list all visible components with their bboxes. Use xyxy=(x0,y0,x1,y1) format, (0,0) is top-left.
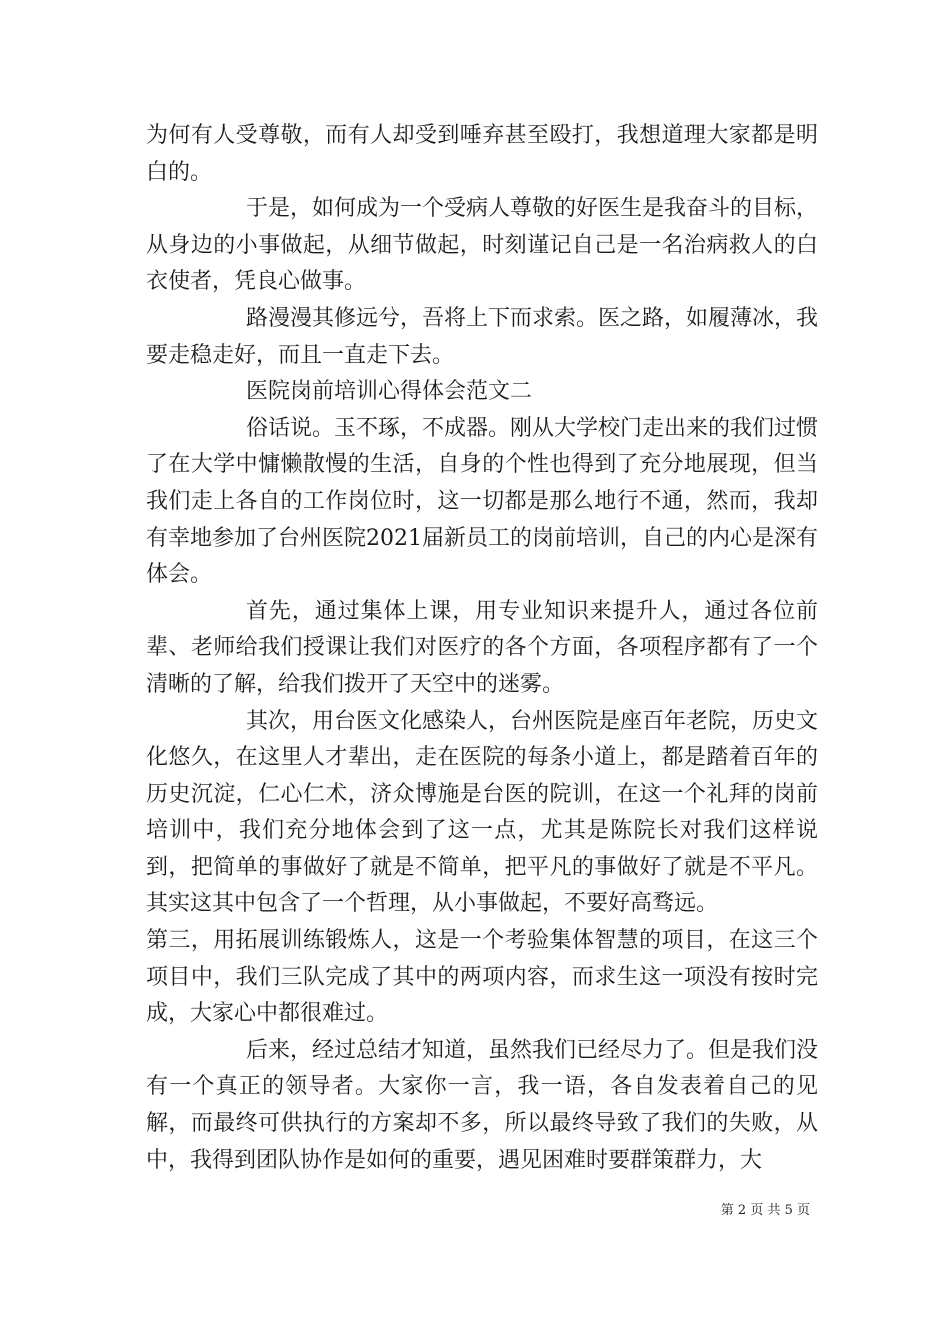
paragraph-2: 于是，如何成为一个受病人尊敬的好医生是我奋斗的目标，从身边的小事做起，从细节做起，时刻谨记自己是一名治病救人的白衣使者，凭良心做事。 xyxy=(146,196,819,295)
paragraph-5: 首先，通过集体上课，用专业知识来提升人，通过各位前辈、老师给我们授课让我们对医疗的各个方面，各项程序都有了一个清晰的了解，给我们拨开了天空中的迷雾。 xyxy=(146,598,818,697)
document-body xyxy=(146,118,818,1179)
paragraph-3: 路漫漫其修远兮，吾将上下而求索。医之路，如履薄冰，我要走稳走好，而且一直走下去。 xyxy=(146,305,819,368)
section-heading: 医院岗前培训心得体会范文二 xyxy=(246,379,533,405)
paragraph-1: 为何有人受尊敬，而有人却受到唾弃甚至殴打，我想道理大家都是明白的。 xyxy=(146,123,818,185)
paragraph-4: 俗话说。玉不琢，不成器。刚从大学校门走出来的我们过惯了在大学中慵懒散慢的生活，自身的个性也得到了充分地展现，但当我们走上各自的工作岗位时，这一切都是那么地行不通，然而，我却有幸地参加了台州医院2021届新员工的岗前培训，自己的内心是深有体会。 xyxy=(146,415,819,588)
paragraph-6: 其次，用台医文化感染人，台州医院是座百年老院，历史文化悠久，在这里人才辈出，走在医院的每条小道上，都是踏着百年的历史沉淀，仁心仁术，济众博施是台医的院训，在这一个礼拜的岗前培训中，我们充分地体会到了这一点，尤其是陈院长对我们这样说到，把简单的事做好了就是不简单，把平凡的事做好了就是不平凡。其实这其中包含了一个哲理，从小事做起，不要好高骛远。 xyxy=(146,708,819,917)
page-number-label: 第 2 页 共 5 页 xyxy=(720,1203,810,1218)
page-footer xyxy=(690,1203,810,1219)
paragraph-8: 后来，经过总结才知道，虽然我们已经尽力了。但是我们没有一个真正的领导者。大家你一言，我一语，各自发表着自己的见解，而最终可供执行的方案却不多，所以最终导致了我们的失败，从中，我得到团队协作是如何的重要，遇见困难时要群策群力，大 xyxy=(146,1037,819,1173)
paragraph-7: 第三，用拓展训练锻炼人，这是一个考验集体智慧的项目，在这三个项目中，我们三队完成了其中的两项内容，而求生这一项没有按时完成，大家心中都很难过。 xyxy=(146,928,818,1027)
